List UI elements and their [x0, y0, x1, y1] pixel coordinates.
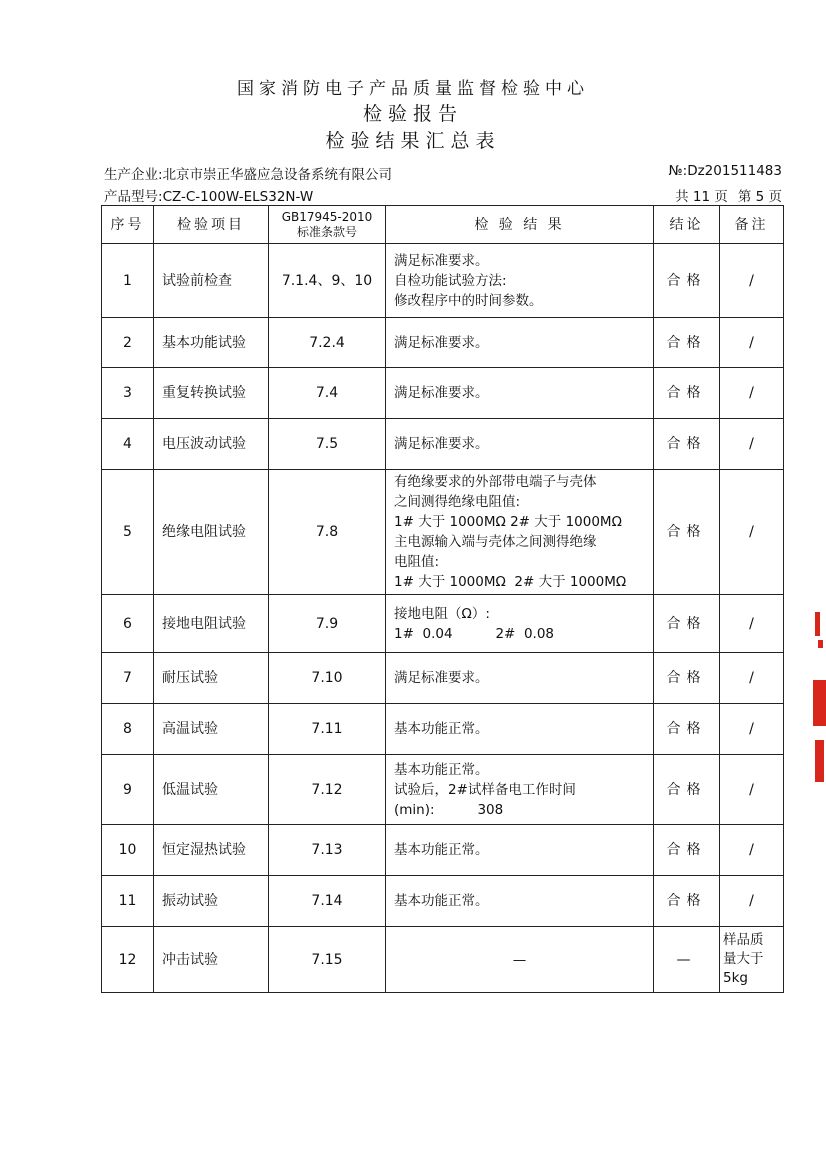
row-number: 3 — [102, 368, 154, 419]
remark-line: 5kg — [723, 970, 748, 986]
table-row — [102, 704, 784, 755]
verdict: 合格 — [654, 318, 720, 368]
stamp-fragment — [815, 740, 824, 782]
results-table — [101, 205, 784, 993]
row-number: 11 — [102, 876, 154, 927]
remark-line: / — [749, 436, 754, 452]
row-number: 2 — [102, 318, 154, 368]
test-item: 试验前检查 — [154, 244, 269, 318]
row-number: 8 — [102, 704, 154, 755]
test-item: 恒定湿热试验 — [154, 825, 269, 876]
standard-clause: 7.5 — [269, 419, 386, 470]
test-result — [386, 318, 654, 368]
row-number: 1 — [102, 244, 154, 318]
standard-clause: 7.14 — [269, 876, 386, 927]
result-line: 1# 0.04 2# 0.08 — [394, 625, 554, 642]
remark — [720, 470, 784, 595]
result-line: 满足标准要求。 — [394, 436, 489, 452]
result-line: 基本功能正常。 — [394, 842, 489, 858]
standard-clause: 7.10 — [269, 653, 386, 704]
result-line: 1# 大于 1000MΩ 2# 大于 1000MΩ — [394, 514, 622, 530]
table-row — [102, 653, 784, 704]
test-result — [386, 244, 654, 318]
test-result — [386, 876, 654, 927]
row-number: 12 — [102, 927, 154, 993]
table-row — [102, 470, 784, 595]
remark-line: / — [749, 524, 754, 540]
test-result — [386, 755, 654, 825]
stamp-fragment — [818, 640, 823, 648]
table-row — [102, 755, 784, 825]
manufacturer-label: 生产企业: — [104, 167, 163, 183]
row-number: 10 — [102, 825, 154, 876]
standard-clause: 7.12 — [269, 755, 386, 825]
model-label: 产品型号: — [104, 189, 163, 205]
col-header-seq: 序号 — [102, 206, 154, 244]
test-result — [386, 470, 654, 595]
result-line: 之间测得绝缘电阻值: — [394, 494, 521, 510]
remark-line: / — [749, 385, 754, 401]
clause-header-standard: GB17945-2010 — [281, 209, 373, 224]
verdict: 合格 — [654, 704, 720, 755]
row-number: 4 — [102, 419, 154, 470]
table-row — [102, 876, 784, 927]
page-number: 第 5 页 — [737, 189, 782, 205]
report-number-label: №: — [668, 163, 688, 179]
report-type: 检验报告 — [362, 103, 463, 125]
col-header-verdict: 结论 — [654, 206, 720, 244]
standard-clause: 7.8 — [269, 470, 386, 595]
test-item: 耐压试验 — [154, 653, 269, 704]
verdict: 合格 — [654, 470, 720, 595]
verdict: 合格 — [654, 368, 720, 419]
manufacturer-line — [104, 163, 392, 183]
verdict: 合格 — [654, 244, 720, 318]
row-number: 5 — [102, 470, 154, 595]
row-number: 6 — [102, 595, 154, 653]
report-number: Dz201511483 — [687, 163, 782, 179]
remark — [720, 825, 784, 876]
stamp-fragment — [815, 612, 820, 636]
verdict: 合格 — [654, 755, 720, 825]
remark-line: / — [749, 670, 754, 686]
test-item: 电压波动试验 — [154, 419, 269, 470]
result-line: 基本功能正常。 — [394, 893, 489, 909]
result-line: 修改程序中的时间参数。 — [394, 292, 543, 309]
col-header-result: 检 验 结 果 — [386, 206, 654, 244]
test-result — [386, 653, 654, 704]
result-line: 1# 大于 1000MΩ 2# 大于 1000MΩ — [394, 574, 627, 590]
verdict: 合格 — [654, 419, 720, 470]
test-result — [386, 704, 654, 755]
standard-clause: 7.2.4 — [269, 318, 386, 368]
standard-clause: 7.1.4、9、10 — [269, 244, 386, 318]
remark-line: 样品质 — [723, 932, 764, 948]
clause-header-label: 标准条款号 — [296, 224, 357, 239]
test-result — [386, 595, 654, 653]
result-line: 满足标准要求。 — [394, 334, 489, 351]
remark — [720, 318, 784, 368]
test-item: 接地电阻试验 — [154, 595, 269, 653]
page-info — [665, 185, 782, 205]
verdict: 合格 — [654, 653, 720, 704]
remark — [720, 595, 784, 653]
remark-line: / — [749, 721, 754, 737]
result-line: 电阻值: — [394, 554, 440, 570]
result-line: 满足标准要求。 — [394, 670, 489, 686]
standard-clause: 7.13 — [269, 825, 386, 876]
table-row — [102, 368, 784, 419]
model-line — [104, 185, 313, 205]
results-body — [102, 244, 784, 993]
page-title: 检验结果汇总表 — [325, 130, 501, 152]
test-item: 绝缘电阻试验 — [154, 470, 269, 595]
org-name: 国家消防电子产品质量监督检验中心 — [237, 79, 589, 99]
test-result — [386, 419, 654, 470]
remark — [720, 755, 784, 825]
standard-clause: 7.4 — [269, 368, 386, 419]
verdict: — — [654, 927, 720, 993]
test-item: 基本功能试验 — [154, 318, 269, 368]
result-line: 基本功能正常。 — [394, 721, 489, 737]
table-row — [102, 419, 784, 470]
stamp-fragment — [813, 680, 826, 726]
test-result — [386, 825, 654, 876]
verdict: 合格 — [654, 876, 720, 927]
remark — [720, 704, 784, 755]
row-number: 9 — [102, 755, 154, 825]
remark — [720, 368, 784, 419]
remark-line: / — [749, 781, 754, 798]
result-line: 满足标准要求。 — [394, 252, 489, 269]
remark-line: / — [749, 842, 754, 858]
verdict: 合格 — [654, 595, 720, 653]
standard-clause: 7.9 — [269, 595, 386, 653]
col-header-clause — [269, 206, 386, 244]
manufacturer-name: 北京市崇正华盛应急设备系统有限公司 — [162, 167, 393, 183]
test-item: 高温试验 — [154, 704, 269, 755]
remark-line: / — [749, 272, 754, 289]
standard-clause: 7.11 — [269, 704, 386, 755]
total-pages: 共 11 页 — [675, 189, 728, 205]
verdict: 合格 — [654, 825, 720, 876]
row-number: 7 — [102, 653, 154, 704]
remark-line: / — [749, 334, 754, 351]
table-row — [102, 927, 784, 993]
test-item: 低温试验 — [154, 755, 269, 825]
test-item: 重复转换试验 — [154, 368, 269, 419]
result-line: 自检功能试验方法: — [394, 272, 507, 289]
result-line: 基本功能正常。 — [394, 761, 489, 778]
remark — [720, 653, 784, 704]
remark-line: / — [749, 615, 754, 632]
report-number-line — [669, 163, 782, 179]
result-line: 接地电阻（Ω）: — [394, 605, 490, 622]
result-line: (min): 308 — [394, 801, 504, 818]
remark-line: 量大于 — [723, 951, 764, 967]
remark — [720, 927, 784, 993]
remark — [720, 876, 784, 927]
col-header-item: 检验项目 — [154, 206, 269, 244]
remark — [720, 419, 784, 470]
test-result — [386, 927, 654, 993]
result-line: 满足标准要求。 — [394, 385, 489, 401]
table-row — [102, 595, 784, 653]
model-value: CZ-C-100W-ELS32N-W — [162, 189, 314, 205]
result-line: 试验后，2#试样备电工作时间 — [394, 781, 576, 798]
result-line: — — [512, 951, 527, 968]
remark — [720, 244, 784, 318]
col-header-remark: 备注 — [720, 206, 784, 244]
test-item: 冲击试验 — [154, 927, 269, 993]
table-row — [102, 825, 784, 876]
standard-clause: 7.15 — [269, 927, 386, 993]
table-row — [102, 244, 784, 318]
result-line: 有绝缘要求的外部带电端子与壳体 — [394, 474, 597, 490]
header-row — [102, 206, 784, 244]
remark-line: / — [749, 893, 754, 909]
result-line: 主电源输入端与壳体之间测得绝缘 — [394, 534, 597, 550]
test-item: 振动试验 — [154, 876, 269, 927]
test-result — [386, 368, 654, 419]
table-row — [102, 318, 784, 368]
